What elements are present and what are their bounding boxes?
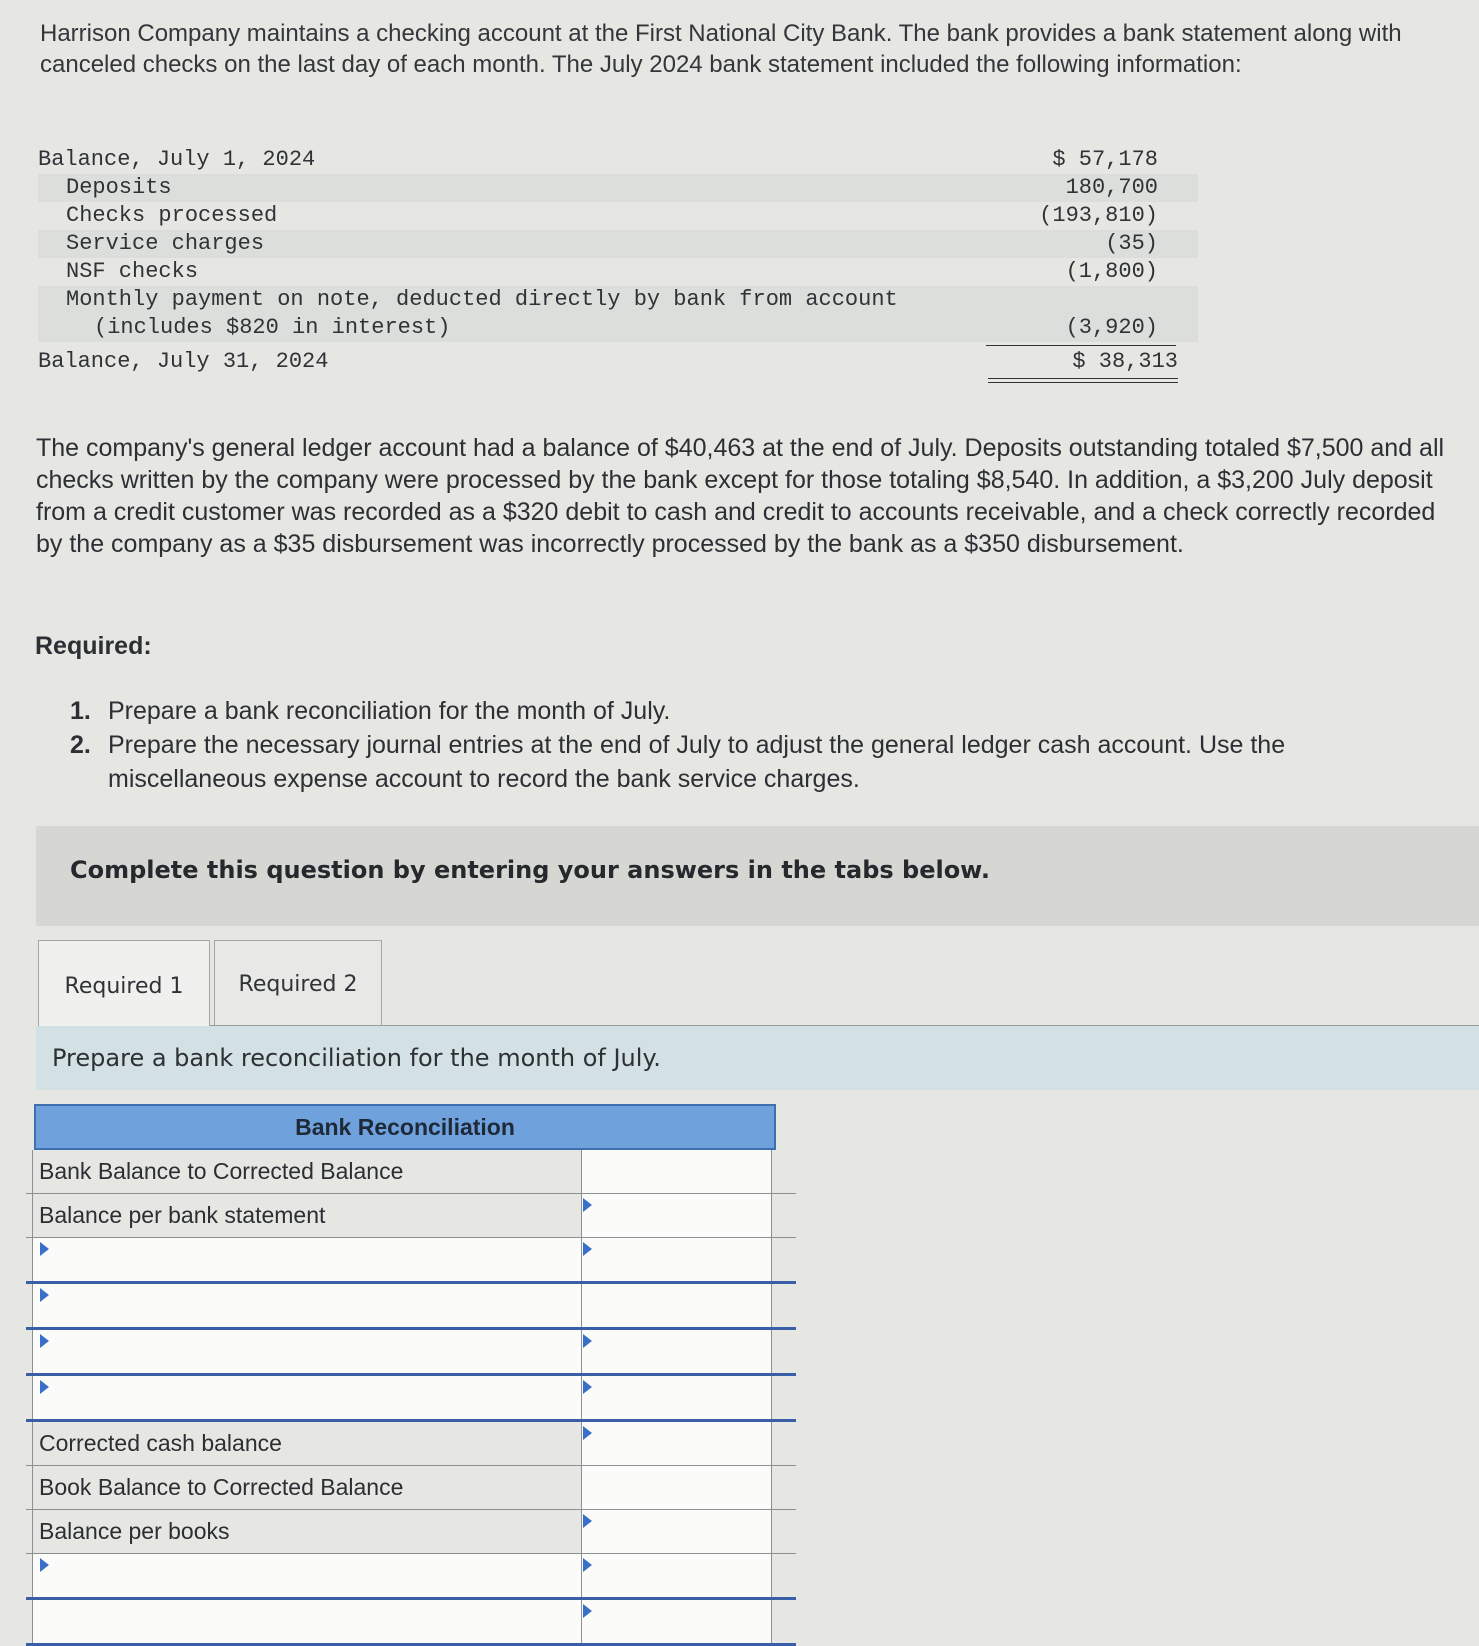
statement-row xyxy=(38,348,1198,376)
statement-label: Checks processed xyxy=(66,203,278,228)
banner-text: Complete this question by entering your answers in the tabs below. xyxy=(70,856,990,884)
description-select[interactable] xyxy=(32,1376,582,1419)
amount-input[interactable] xyxy=(582,1284,772,1327)
dropdown-marker-icon xyxy=(40,1558,49,1572)
statement-amount: $ 38,313 xyxy=(1072,349,1178,374)
amount-input[interactable] xyxy=(582,1422,772,1465)
amount-input[interactable] xyxy=(582,1194,772,1237)
statement-row xyxy=(38,230,1198,258)
statement-amount: (193,810) xyxy=(1039,203,1158,228)
required-text: Prepare the necessary journal entries at the end of July to adjust the general ledger cash account. Use the miscellaneous expense account to record the bank service charges. xyxy=(108,731,1286,793)
amount-input[interactable] xyxy=(582,1150,772,1193)
row-label: Balance per bank statement xyxy=(32,1194,582,1237)
total-double-rule xyxy=(988,378,1178,383)
tab-instruction xyxy=(36,1026,1479,1090)
table-row xyxy=(26,1376,796,1422)
amount-input[interactable] xyxy=(582,1554,772,1597)
required-list xyxy=(70,694,1450,796)
statement-row xyxy=(38,146,1198,174)
table-row xyxy=(26,1194,796,1238)
statement-label: Monthly payment on note, deducted directly by bank from account xyxy=(66,287,898,312)
table-row xyxy=(26,1466,796,1510)
instructions-banner xyxy=(36,826,1479,926)
table-title: Bank Reconciliation xyxy=(34,1104,776,1150)
required-heading: Required: xyxy=(35,632,152,660)
required-item xyxy=(70,728,1450,796)
dropdown-marker-icon xyxy=(583,1334,592,1348)
dropdown-marker-icon xyxy=(583,1198,592,1212)
required-text: Prepare a bank reconciliation for the month of July. xyxy=(108,697,671,725)
dropdown-marker-icon xyxy=(583,1514,592,1528)
statement-amount: 180,700 xyxy=(1065,175,1158,200)
statement-amount: (3,920) xyxy=(1065,315,1158,340)
required-number: 1. xyxy=(70,697,91,725)
amount-input[interactable] xyxy=(582,1510,772,1553)
problem-details: The company's general ledger account had a balance of $40,463 at the end of July. Deposits outstanding totaled $7,500 and all checks written by the company were processed by the bank except for those totaling $8,540. In addition, a $3,200 July deposit from a credit customer was recorded as a $320 debit to cash and credit to accounts receivable, and a check correctly recorded by the company as a $35 disbursement was incorrectly processed by the bank as a $350 disbursement. xyxy=(36,434,1445,558)
statement-amount: (35) xyxy=(1105,231,1158,256)
statement-label: (includes $820 in interest) xyxy=(94,315,451,340)
row-label: Corrected cash balance xyxy=(32,1422,582,1465)
bank-statement xyxy=(38,146,1198,376)
dropdown-marker-icon xyxy=(40,1288,49,1302)
amount-input[interactable] xyxy=(582,1376,772,1419)
statement-row xyxy=(38,286,1198,314)
required-number: 2. xyxy=(70,731,91,759)
problem-intro: Harrison Company maintains a checking account at the First National City Bank. The bank provides a bank statement along with canceled checks on the last day of each month. The July 2024 bank statement included the following information: xyxy=(40,20,1402,78)
dropdown-marker-icon xyxy=(40,1242,49,1256)
statement-row xyxy=(38,314,1198,342)
table-row xyxy=(26,1554,796,1600)
dropdown-marker-icon xyxy=(583,1242,592,1256)
statement-label: Balance, July 1, 2024 xyxy=(38,147,316,172)
subtotal-rule xyxy=(986,345,1176,346)
statement-label: Service charges xyxy=(66,231,265,256)
statement-row xyxy=(38,258,1198,286)
amount-input[interactable] xyxy=(582,1238,772,1281)
bank-reconciliation-table xyxy=(26,1104,796,1646)
statement-amount: (1,800) xyxy=(1065,259,1158,284)
dropdown-marker-icon xyxy=(583,1380,592,1394)
description-select[interactable] xyxy=(32,1330,582,1373)
row-label: Book Balance to Corrected Balance xyxy=(32,1466,582,1509)
table-row xyxy=(26,1284,796,1330)
dropdown-marker-icon xyxy=(583,1558,592,1572)
description-select[interactable] xyxy=(32,1600,582,1643)
row-label: Bank Balance to Corrected Balance xyxy=(32,1150,582,1193)
table-row xyxy=(26,1238,796,1284)
row-label: Balance per books xyxy=(32,1510,582,1553)
statement-row xyxy=(38,174,1198,202)
required-item xyxy=(70,694,1450,728)
instruction-text: Prepare a bank reconciliation for the month of July. xyxy=(52,1044,661,1072)
statement-label: Balance, July 31, 2024 xyxy=(38,349,329,374)
dropdown-marker-icon xyxy=(40,1334,49,1348)
description-select[interactable] xyxy=(32,1554,582,1597)
table-row xyxy=(26,1330,796,1376)
amount-input[interactable] xyxy=(582,1600,772,1643)
statement-row xyxy=(38,202,1198,230)
table-row xyxy=(26,1150,796,1194)
tab-required-2[interactable]: Required 2 xyxy=(214,940,382,1028)
statement-label: NSF checks xyxy=(66,259,199,284)
amount-input[interactable] xyxy=(582,1466,772,1509)
table-row xyxy=(26,1600,796,1646)
table-row xyxy=(26,1422,796,1466)
tab-required-1[interactable]: Required 1 xyxy=(38,940,210,1031)
table-row xyxy=(26,1510,796,1554)
statement-amount: $ 57,178 xyxy=(1052,147,1158,172)
amount-input[interactable] xyxy=(582,1330,772,1373)
dropdown-marker-icon xyxy=(40,1380,49,1394)
dropdown-marker-icon xyxy=(583,1426,592,1440)
statement-label: Deposits xyxy=(66,175,172,200)
description-select[interactable] xyxy=(32,1238,582,1281)
description-select[interactable] xyxy=(32,1284,582,1327)
